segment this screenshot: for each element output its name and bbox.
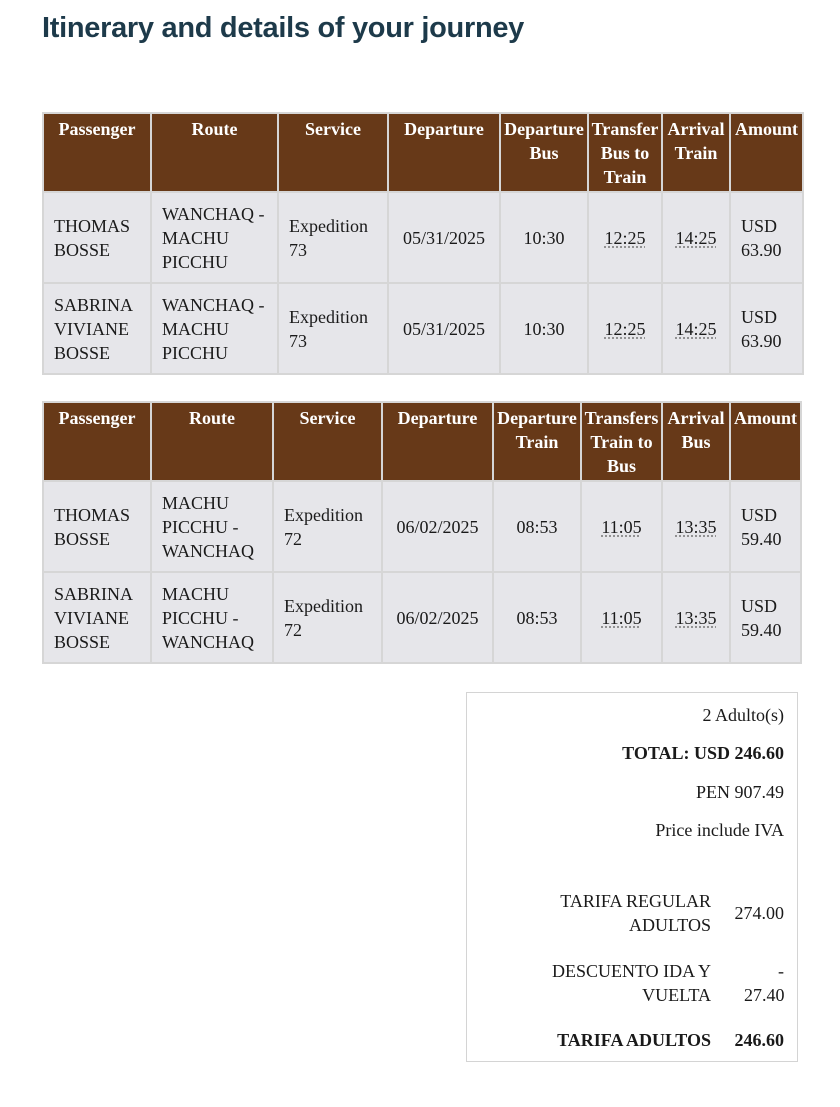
amount-cell: USD 63.90 bbox=[731, 193, 802, 282]
fee-row bbox=[467, 889, 797, 939]
price-summary bbox=[466, 692, 798, 1062]
header-departure-bus: Departure Bus bbox=[501, 114, 587, 191]
passenger-cell: SABRINA VIVIANE BOSSE bbox=[44, 284, 150, 373]
header-passenger: Passenger bbox=[44, 114, 150, 191]
table-header-row bbox=[44, 114, 802, 191]
return-itinerary-table bbox=[42, 401, 802, 664]
transfer-time-cell: 11:05 bbox=[582, 573, 661, 662]
departure-time-cell: 10:30 bbox=[501, 284, 587, 373]
header-transfers: Transfers Train to Bus bbox=[582, 403, 661, 480]
header-departure-train: Departure Train bbox=[494, 403, 580, 480]
arrival-time-cell: 13:35 bbox=[663, 482, 729, 571]
transfer-time-cell: 12:25 bbox=[589, 284, 661, 373]
adults-count: 2 Adulto(s) bbox=[702, 705, 784, 725]
fee-amount: - 27.40 bbox=[744, 961, 785, 1005]
transfer-time-cell: 12:25 bbox=[589, 193, 661, 282]
fee-label: TARIFA REGULAR ADULTOS bbox=[560, 891, 711, 935]
table-header-row bbox=[44, 403, 800, 480]
departure-time-cell: 10:30 bbox=[501, 193, 587, 282]
header-departure: Departure bbox=[389, 114, 499, 191]
service-cell: Expedition 72 bbox=[274, 482, 381, 571]
departure-time-cell: 08:53 bbox=[494, 482, 580, 571]
passenger-cell: THOMAS BOSSE bbox=[44, 193, 150, 282]
departure-date-cell: 05/31/2025 bbox=[389, 193, 499, 282]
service-cell: Expedition 73 bbox=[279, 193, 387, 282]
header-amount: Amount bbox=[731, 114, 802, 191]
outbound-itinerary-table bbox=[42, 112, 804, 375]
departure-time-cell: 08:53 bbox=[494, 573, 580, 662]
header-amount: Amount bbox=[731, 403, 800, 480]
arrival-time-cell: 14:25 bbox=[663, 193, 729, 282]
route-cell: MACHU PICCHU - WANCHAQ bbox=[152, 482, 272, 571]
passenger-cell: THOMAS BOSSE bbox=[44, 482, 150, 571]
header-departure: Departure bbox=[383, 403, 492, 480]
arrival-time-cell: 13:35 bbox=[663, 573, 729, 662]
total-pen: PEN 907.49 bbox=[695, 782, 784, 802]
header-transfer: Transfer Bus to Train bbox=[589, 114, 661, 191]
fee-label: DESCUENTO IDA Y VUELTA bbox=[551, 961, 711, 1005]
total-usd: TOTAL: USD 246.60 bbox=[622, 743, 784, 763]
route-cell: WANCHAQ - MACHU PICCHU bbox=[152, 284, 277, 373]
table-row bbox=[44, 193, 802, 282]
tax-note: Price include IVA bbox=[655, 820, 784, 840]
fee-row-total bbox=[467, 1028, 797, 1054]
header-arrival: Arrival Bus bbox=[663, 403, 729, 480]
table-row bbox=[44, 482, 800, 571]
transfer-time-cell: 11:05 bbox=[582, 482, 661, 571]
departure-date-cell: 06/02/2025 bbox=[383, 482, 492, 571]
table-row bbox=[44, 284, 802, 373]
route-cell: MACHU PICCHU - WANCHAQ bbox=[152, 573, 272, 662]
amount-cell: USD 63.90 bbox=[731, 284, 802, 373]
departure-date-cell: 06/02/2025 bbox=[383, 573, 492, 662]
fee-amount: 274.00 bbox=[734, 903, 784, 923]
amount-cell: USD 59.40 bbox=[731, 482, 800, 571]
route-cell: WANCHAQ - MACHU PICCHU bbox=[152, 193, 277, 282]
departure-date-cell: 05/31/2025 bbox=[389, 284, 499, 373]
fee-label: TARIFA ADULTOS bbox=[557, 1030, 711, 1050]
table-row bbox=[44, 573, 800, 662]
arrival-time-cell: 14:25 bbox=[663, 284, 729, 373]
service-cell: Expedition 72 bbox=[274, 573, 381, 662]
page-title: Itinerary and details of your journey bbox=[42, 12, 525, 44]
service-cell: Expedition 73 bbox=[279, 284, 387, 373]
fee-amount: 246.60 bbox=[734, 1030, 784, 1050]
header-service: Service bbox=[274, 403, 381, 480]
header-route: Route bbox=[152, 403, 272, 480]
header-route: Route bbox=[152, 114, 277, 191]
header-arrival: Arrival Train bbox=[663, 114, 729, 191]
header-passenger: Passenger bbox=[44, 403, 150, 480]
passenger-cell: SABRINA VIVIANE BOSSE bbox=[44, 573, 150, 662]
fee-row bbox=[467, 959, 797, 1009]
amount-cell: USD 59.40 bbox=[731, 573, 800, 662]
header-service: Service bbox=[279, 114, 387, 191]
